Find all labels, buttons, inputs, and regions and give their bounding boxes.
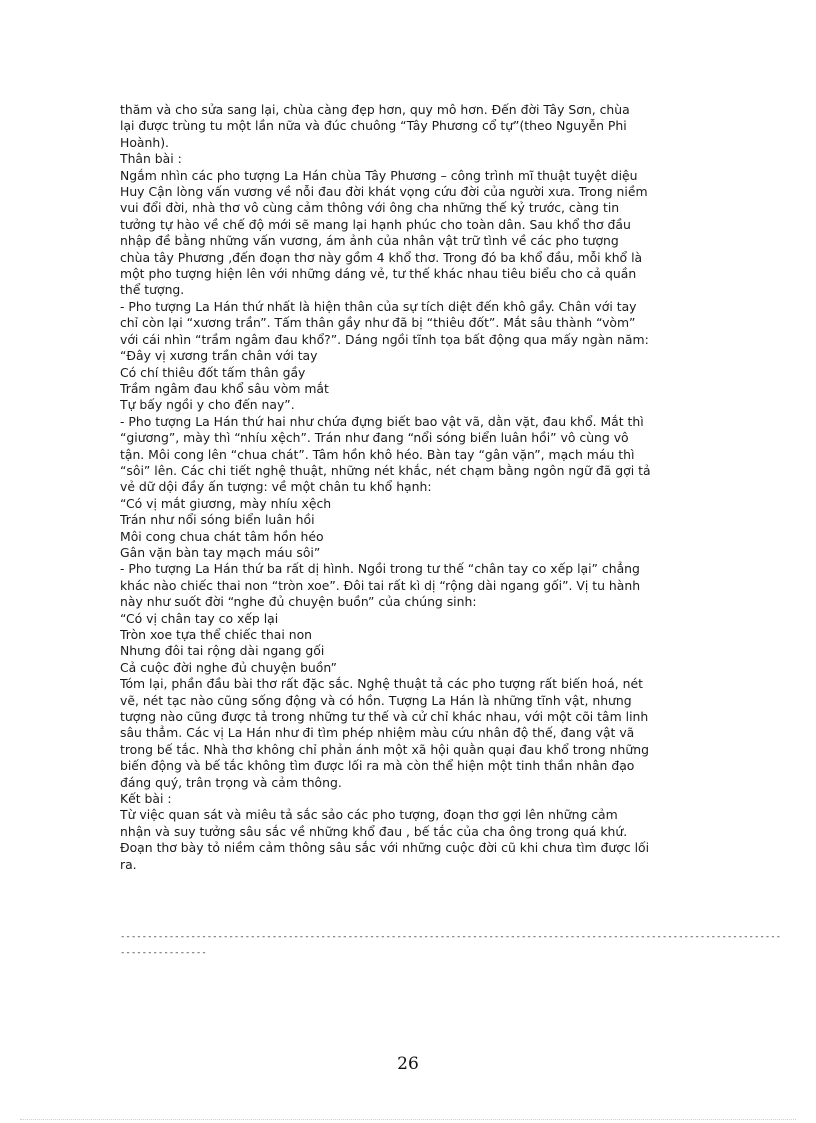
page-edge-divider (20, 1119, 796, 1120)
text-line: thể tượng. (120, 282, 185, 298)
poem-line: “Có vị chân tay co xếp lại (120, 610, 279, 626)
poem-line: Trán như nổi sóng biển luân hồi (120, 512, 315, 528)
text-line: vui đổi đời, nhà thơ vô cùng cảm thông với ông cha những thế kỷ trước, càng tin (120, 200, 620, 216)
text-line: ra. (120, 856, 137, 872)
poem-line: Gân vặn bàn tay mạch máu sôi” (120, 544, 321, 560)
separator-line-short: ---------------- (120, 948, 207, 958)
text-line: nhập đề bằng những vấn vương, ám ảnh của nhân vật trữ tình về các pho tượng (120, 233, 619, 249)
poem-line: “Có vị mắt giương, mày nhíu xệch (120, 495, 332, 511)
text-line: - Pho tượng La Hán thứ hai như chứa đựng biết bao vật vã, dằn vặt, đau khổ. Mắt thì (120, 413, 644, 429)
text-line: Đoạn thơ bày tỏ niềm cảm thông sâu sắc với những cuộc đời cũ khi chưa tìm được lối (120, 840, 650, 856)
text-line: vẻ dữ dội đầy ấn tượng: về một chân tu khổ hạnh: (120, 479, 432, 495)
text-line: trong bế tắc. Nhà thơ không chỉ phản ánh một xã hội quằn quại đau khổ trong những (120, 741, 649, 757)
text-line: thăm và cho sửa sang lại, chùa càng đẹp hơn, quy mô hơn. Đến đời Tây Sơn, chùa (120, 102, 630, 117)
text-line: đáng quý, trân trọng và cảm thông. (120, 774, 342, 790)
poem-line: “Đây vị xương trần chân với tay (120, 348, 318, 364)
text-line: tận. Môi cong lên “chua chát”. Tâm hồn khô héo. Bàn tay “gân vặn”, mạch máu thì (120, 446, 635, 462)
poem-line: Môi cong chua chát tâm hồn héo (120, 528, 324, 544)
text-line: Huy Cận lòng vấn vương về nỗi đau đời khát vọng cứu đời của người xưa. Trong niềm (120, 184, 648, 200)
text-line: khác nào chiếc thai non “tròn xoe”. Đôi tai rất kì dị “rộng dài ngang gối”. Vị tu hành (120, 577, 641, 593)
text-line: - Pho tượng La Hán thứ ba rất dị hình. Ngồi trong tư thế “chân tay co xếp lại” chẳng (120, 561, 640, 577)
text-line: “sôi” lên. Các chi tiết nghệ thuật, những nét khắc, nét chạm bằng ngôn ngữ đã gợi tả (120, 462, 651, 478)
text-line: biến động và bế tắc không tìm được lối ra mà còn thể hiện một tinh thần nhân đạo (120, 758, 635, 774)
text-line: sâu thẳm. Các vị La Hán như đi tìm phép nhiệm màu cứu nhân độ thế, đang vật vã (120, 725, 635, 741)
body-text (120, 102, 720, 873)
section-heading-than-bai: Thân bài : (120, 151, 182, 167)
poem-line: Có chí thiêu đốt tấm thân gầy (120, 364, 306, 380)
text-line: Ngắm nhìn các pho tượng La Hán chùa Tây Phương – công trình mĩ thuật tuyệt diệu (120, 167, 638, 183)
text-line: với cái nhìn “trầm ngâm đau khổ?”. Dáng ngồi tĩnh tọa bất động qua mấy ngàn năm: (120, 331, 649, 347)
poem-line: Nhưng đôi tai rộng dài ngang gối (120, 643, 325, 659)
text-line: chỉ còn lại “xương trần”. Tấm thân gầy như đã bị “thiêu đốt”. Mắt sâu thành “vòm” (120, 315, 636, 331)
text-line: một pho tượng hiện lên với những dáng vẻ, tư thế khác nhau tiêu biểu cho cả quần (120, 266, 637, 282)
text-line: vẽ, nét tạc nào cũng sống động và có hồn. Tượng La Hán là những tĩnh vật, nhưng (120, 692, 632, 708)
text-line: lại được trùng tu một lần nữa và đúc chuông “Tây Phương cổ tự”(theo Nguyễn Phi (120, 118, 627, 134)
poem-line: Trầm ngâm đau khổ sâu vòm mắt (120, 380, 329, 396)
separator-line: -------------------------------------------------------------------------------------------------------------------------- (120, 932, 782, 942)
text-line: tượng nào cũng được tả trong những tư thế và cử chỉ khác nhau, với một cõi tâm linh (120, 709, 649, 725)
poem-line: Tròn xoe tựa thể chiếc thai non (120, 627, 313, 642)
text-line: “giương”, mày thì “nhíu xệch”. Trán như đang “nổi sóng biển luân hồi” vô cùng vô (120, 430, 629, 446)
text-line: Hoành). (120, 134, 169, 150)
text-line: Từ việc quan sát và miêu tả sắc sảo các pho tượng, đoạn thơ gợi lên những cảm (120, 807, 618, 823)
text-line: tưởng tự hào về chế độ mới sẽ mang lại hạnh phúc cho toàn dân. Sau khổ thơ đầu (120, 216, 631, 232)
text-line: - Pho tượng La Hán thứ nhất là hiện thân của sự tích diệt đến khô gầy. Chân với tay (120, 298, 637, 314)
section-heading-ket-bai: Kết bài : (120, 791, 172, 807)
text-line: này như suốt đời “nghe đủ chuyện buồn” của chúng sinh: (120, 594, 477, 610)
dashed-separator (120, 929, 782, 961)
poem-line: Cả cuộc đời nghe đủ chuyện buồn” (120, 659, 337, 675)
text-line: chùa tây Phương ,đến đoạn thơ này gồm 4 khổ thơ. Trong đó ba khổ đầu, mỗi khổ là (120, 249, 643, 265)
poem-line: Tự bấy ngồi y cho đến nay”. (120, 397, 295, 413)
text-line: nhận và suy tưởng sâu sắc về những khổ đau , bế tắc của cha ông trong quá khứ. (120, 823, 628, 839)
page-number: 26 (397, 1054, 419, 1074)
text-line: Tóm lại, phần đầu bài thơ rất đặc sắc. Nghệ thuật tả các pho tượng rất biến hoá, nét (120, 676, 643, 692)
